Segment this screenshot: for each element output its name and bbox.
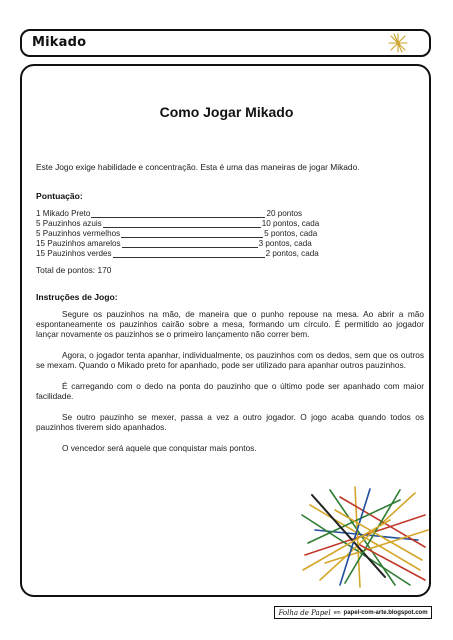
instructions-heading: Instruções de Jogo:: [36, 292, 118, 302]
score-label: 5 Pauzinhos vermelhos: [36, 229, 121, 238]
star-doodle-icon: [387, 32, 409, 54]
score-list: [36, 209, 366, 259]
score-points: 10 pontos, cada: [261, 219, 320, 228]
footer-brand: Folha de Papel: [278, 608, 331, 617]
instruction-paragraph: Se outro pauzinho se mexer, passa a vez a outro jogador. O jogo acaba quando todos os pauzinhos tiverem sido apanhados.: [36, 412, 424, 432]
instructions-text: [36, 309, 424, 464]
score-fill-line: [113, 249, 265, 258]
score-fill-line: [121, 229, 263, 238]
score-label: 5 Pauzinhos azuis: [36, 219, 102, 228]
score-points: 3 pontos, cada: [258, 239, 312, 248]
score-points: 2 pontos, cada: [265, 249, 319, 258]
score-points: 5 pontos, cada: [264, 229, 318, 238]
intro-text: Este Jogo exige habilidade e concentração. Esta é uma das maneiras de jogar Mikado.: [36, 162, 360, 172]
header-title: Mikado: [32, 35, 87, 50]
mikado-sticks-illustration: [300, 485, 430, 590]
score-row: [36, 229, 366, 239]
score-row: [36, 239, 366, 249]
score-fill-line: [122, 239, 258, 248]
score-row: [36, 249, 366, 259]
score-points: 20 pontos: [266, 209, 302, 218]
footer-url: papel-com-arte.blogspot.com: [343, 609, 428, 616]
footer-credit: [274, 606, 432, 619]
score-fill-line: [103, 219, 261, 228]
instruction-paragraph: Segure os pauzinhos na mão, de maneira que o punho repouse na mesa. Ao abrir a mão espontaneamente os pauzinhos cairão sobre a mesa, formando um círculo. É permitido ao jogador lançar novamente os pauzinhos se o primeiro lançamento não correr bem.: [36, 309, 424, 339]
instruction-paragraph: O vencedor será aquele que conquistar mais pontos.: [62, 443, 257, 453]
document-title: Como Jogar Mikado: [159, 104, 294, 120]
score-heading: Pontuação:: [36, 191, 83, 201]
footer-separator: em: [333, 609, 341, 616]
score-label: 1 Mikado Preto: [36, 209, 91, 218]
instruction-paragraph: Agora, o jogador tenta apanhar, individualmente, os pauzinhos com os dedos, sem que os outros se mexam. Quando o Mikado preto for apanhado, pode ser utilizado para apanhar outros pauzinhos.: [36, 350, 424, 370]
score-fill-line: [91, 209, 265, 218]
score-label: 15 Pauzinhos verdes: [36, 249, 112, 258]
score-label: 15 Pauzinhos amarelos: [36, 239, 121, 248]
instruction-paragraph: É carregando com o dedo na ponta do pauzinho que o último pode ser apanhado com maior facilidade.: [36, 381, 424, 401]
total-points: Total de pontos: 170: [36, 265, 112, 275]
score-row: [36, 209, 366, 219]
header-bar: [20, 29, 431, 57]
score-row: [36, 219, 366, 229]
